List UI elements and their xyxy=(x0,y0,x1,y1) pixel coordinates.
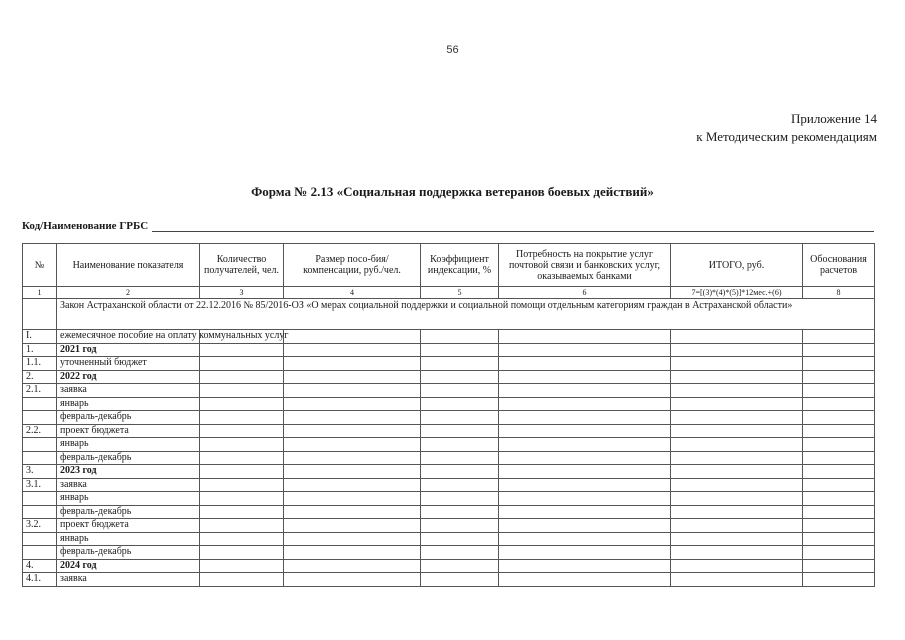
row-indicator-name: февраль-декабрь xyxy=(57,546,200,560)
value-cell[interactable] xyxy=(421,519,499,533)
value-cell[interactable] xyxy=(803,370,875,384)
row-number xyxy=(23,505,57,519)
table-row xyxy=(23,343,875,357)
value-cell[interactable] xyxy=(499,451,671,465)
value-cell[interactable] xyxy=(421,478,499,492)
value-cell[interactable] xyxy=(421,384,499,398)
row-number xyxy=(23,397,57,411)
value-cell[interactable] xyxy=(200,573,284,587)
value-cell[interactable] xyxy=(499,559,671,573)
value-cell[interactable] xyxy=(499,573,671,587)
value-cell[interactable] xyxy=(200,357,284,371)
row-number: I. xyxy=(23,330,57,344)
value-cell[interactable] xyxy=(421,411,499,425)
table-row xyxy=(23,397,875,411)
value-cell[interactable] xyxy=(803,465,875,479)
value-cell[interactable] xyxy=(671,559,803,573)
value-cell[interactable] xyxy=(200,519,284,533)
column-number: 7=[(3)*(4)*(5)]*12мес.+(6) xyxy=(671,287,803,299)
table-row xyxy=(23,532,875,546)
table-row xyxy=(23,411,875,425)
header-benefit-size: Размер посо-бия/компенсации, руб./чел. xyxy=(284,244,421,287)
table-row xyxy=(23,384,875,398)
value-cell[interactable] xyxy=(671,370,803,384)
value-cell[interactable] xyxy=(803,559,875,573)
value-cell[interactable] xyxy=(499,397,671,411)
value-cell[interactable] xyxy=(284,451,421,465)
value-cell[interactable] xyxy=(499,532,671,546)
value-cell[interactable] xyxy=(803,546,875,560)
header-recipients-count: Количество получателей, чел. xyxy=(200,244,284,287)
value-cell[interactable] xyxy=(284,438,421,452)
value-cell[interactable] xyxy=(671,478,803,492)
value-cell[interactable] xyxy=(499,370,671,384)
table-row xyxy=(23,357,875,371)
value-cell[interactable] xyxy=(284,519,421,533)
table-row xyxy=(23,451,875,465)
value-cell[interactable] xyxy=(284,546,421,560)
row-indicator-name: 2023 год xyxy=(57,465,200,479)
header-justification: Обоснования расчетов xyxy=(803,244,875,287)
row-number: 3.2. xyxy=(23,519,57,533)
value-cell[interactable] xyxy=(421,370,499,384)
row-indicator-name: заявка xyxy=(57,384,200,398)
value-cell[interactable] xyxy=(421,532,499,546)
value-cell[interactable] xyxy=(284,478,421,492)
row-indicator-name: 2022 год xyxy=(57,370,200,384)
table-row xyxy=(23,465,875,479)
value-cell[interactable] xyxy=(803,492,875,506)
value-cell[interactable] xyxy=(421,451,499,465)
value-cell[interactable] xyxy=(671,397,803,411)
row-number: 2.2. xyxy=(23,424,57,438)
grbs-label: Код/Наименование ГРБС xyxy=(22,220,149,232)
value-cell[interactable] xyxy=(803,357,875,371)
value-cell[interactable] xyxy=(499,505,671,519)
value-cell[interactable] xyxy=(421,397,499,411)
row-number xyxy=(23,438,57,452)
value-cell[interactable] xyxy=(671,505,803,519)
row-indicator-name: заявка xyxy=(57,478,200,492)
value-cell[interactable] xyxy=(671,573,803,587)
law-reference-row xyxy=(23,299,875,330)
column-number: 8 xyxy=(803,287,875,299)
table-row xyxy=(23,573,875,587)
page-number: 56 xyxy=(446,44,459,56)
value-cell[interactable] xyxy=(284,424,421,438)
row-number xyxy=(23,451,57,465)
value-cell[interactable] xyxy=(200,370,284,384)
row-number: 3.1. xyxy=(23,478,57,492)
value-cell[interactable] xyxy=(284,532,421,546)
table-row xyxy=(23,330,875,344)
value-cell[interactable] xyxy=(499,465,671,479)
header-total: ИТОГО, руб. xyxy=(671,244,803,287)
column-number: 2 xyxy=(57,287,200,299)
row-indicator-name: ежемесячное пособие на оплату коммунальных услуг xyxy=(57,330,200,344)
value-cell[interactable] xyxy=(284,559,421,573)
value-cell[interactable] xyxy=(803,411,875,425)
value-cell[interactable] xyxy=(499,438,671,452)
value-cell[interactable] xyxy=(200,384,284,398)
table-row xyxy=(23,478,875,492)
row-indicator-name: уточненный бюджет xyxy=(57,357,200,371)
table-row xyxy=(23,519,875,533)
value-cell[interactable] xyxy=(499,424,671,438)
row-number xyxy=(23,546,57,560)
row-indicator-name: январь xyxy=(57,438,200,452)
value-cell[interactable] xyxy=(200,546,284,560)
value-cell[interactable] xyxy=(200,478,284,492)
row-number: 2. xyxy=(23,370,57,384)
value-cell[interactable] xyxy=(499,343,671,357)
value-cell[interactable] xyxy=(200,424,284,438)
row-number xyxy=(23,492,57,506)
form-title: Форма № 2.13 «Социальная поддержка ветеранов боевых действий» xyxy=(251,184,654,199)
value-cell[interactable] xyxy=(421,343,499,357)
value-cell[interactable] xyxy=(284,384,421,398)
header-indicator-name: Наименование показателя xyxy=(57,244,200,287)
row-number: 3. xyxy=(23,465,57,479)
row-number xyxy=(23,532,57,546)
value-cell[interactable] xyxy=(499,492,671,506)
table-row xyxy=(23,546,875,560)
value-cell[interactable] xyxy=(421,330,499,344)
column-number: 3 xyxy=(200,287,284,299)
value-cell[interactable] xyxy=(499,330,671,344)
row-number: 4.1. xyxy=(23,573,57,587)
table-row xyxy=(23,505,875,519)
column-number: 5 xyxy=(421,287,499,299)
value-cell[interactable] xyxy=(671,492,803,506)
value-cell[interactable] xyxy=(421,546,499,560)
value-cell[interactable] xyxy=(284,343,421,357)
value-cell[interactable] xyxy=(671,438,803,452)
value-cell[interactable] xyxy=(421,438,499,452)
value-cell[interactable] xyxy=(803,343,875,357)
value-cell[interactable] xyxy=(499,384,671,398)
table-row xyxy=(23,424,875,438)
value-cell[interactable] xyxy=(671,424,803,438)
value-cell[interactable] xyxy=(200,505,284,519)
row-indicator-name: заявка xyxy=(57,573,200,587)
appendix-reference xyxy=(696,110,877,146)
column-number: 4 xyxy=(284,287,421,299)
value-cell[interactable] xyxy=(671,357,803,371)
value-cell[interactable] xyxy=(284,411,421,425)
value-cell[interactable] xyxy=(671,519,803,533)
table-header-row xyxy=(23,244,875,287)
value-cell[interactable] xyxy=(803,384,875,398)
value-cell[interactable] xyxy=(803,519,875,533)
value-cell[interactable] xyxy=(284,397,421,411)
row-indicator-name: февраль-декабрь xyxy=(57,411,200,425)
value-cell[interactable] xyxy=(284,330,421,344)
value-cell[interactable] xyxy=(284,357,421,371)
value-cell[interactable] xyxy=(200,438,284,452)
value-cell[interactable] xyxy=(671,532,803,546)
value-cell[interactable] xyxy=(421,505,499,519)
header-postal-banking-need: Потребность на покрытие услуг почтовой связи и банковских услуг, оказываемых банками xyxy=(499,244,671,287)
value-cell[interactable] xyxy=(421,424,499,438)
value-cell[interactable] xyxy=(284,505,421,519)
law-reference-text: Закон Астраханской области от 22.12.2016 № 85/2016-ОЗ «О мерах социальной поддержки и социальной помощи отдельным категориям граждан в Астраханской области» xyxy=(57,299,875,330)
row-indicator-name: 2021 год xyxy=(57,343,200,357)
value-cell[interactable] xyxy=(499,519,671,533)
value-cell[interactable] xyxy=(803,438,875,452)
row-indicator-name: проект бюджета xyxy=(57,424,200,438)
value-cell[interactable] xyxy=(671,465,803,479)
row-indicator-name: январь xyxy=(57,532,200,546)
table-row xyxy=(23,559,875,573)
row-number xyxy=(23,411,57,425)
table-row xyxy=(23,438,875,452)
value-cell[interactable] xyxy=(671,384,803,398)
appendix-line2: к Методическим рекомендациям xyxy=(696,129,877,144)
grbs-field xyxy=(22,220,874,232)
value-cell[interactable] xyxy=(499,478,671,492)
row-indicator-name: февраль-декабрь xyxy=(57,505,200,519)
value-cell[interactable] xyxy=(671,411,803,425)
row-number: 1.1. xyxy=(23,357,57,371)
value-cell[interactable] xyxy=(200,465,284,479)
value-cell[interactable] xyxy=(200,343,284,357)
column-number: 6 xyxy=(499,287,671,299)
row-indicator-name: январь xyxy=(57,492,200,506)
value-cell[interactable] xyxy=(671,451,803,465)
header-indexation-coefficient: Коэффициент индексации, % xyxy=(421,244,499,287)
indicators-table xyxy=(22,243,875,587)
column-number: 1 xyxy=(23,287,57,299)
column-number-row xyxy=(23,287,875,299)
value-cell[interactable] xyxy=(200,559,284,573)
law-number-cell xyxy=(23,299,57,330)
value-cell[interactable] xyxy=(421,492,499,506)
value-cell[interactable] xyxy=(421,357,499,371)
row-indicator-name: февраль-декабрь xyxy=(57,451,200,465)
value-cell[interactable] xyxy=(421,573,499,587)
value-cell[interactable] xyxy=(284,573,421,587)
value-cell[interactable] xyxy=(499,411,671,425)
value-cell[interactable] xyxy=(499,546,671,560)
value-cell[interactable] xyxy=(284,465,421,479)
value-cell[interactable] xyxy=(671,343,803,357)
row-indicator-name: проект бюджета xyxy=(57,519,200,533)
table-row xyxy=(23,492,875,506)
value-cell[interactable] xyxy=(200,532,284,546)
value-cell[interactable] xyxy=(284,492,421,506)
value-cell[interactable] xyxy=(803,424,875,438)
row-number: 1. xyxy=(23,343,57,357)
value-cell[interactable] xyxy=(284,370,421,384)
value-cell[interactable] xyxy=(803,573,875,587)
value-cell[interactable] xyxy=(803,505,875,519)
value-cell[interactable] xyxy=(499,357,671,371)
row-number: 2.1. xyxy=(23,384,57,398)
value-cell[interactable] xyxy=(671,546,803,560)
value-cell[interactable] xyxy=(803,330,875,344)
row-indicator-name: январь xyxy=(57,397,200,411)
value-cell[interactable] xyxy=(671,330,803,344)
row-number: 4. xyxy=(23,559,57,573)
value-cell[interactable] xyxy=(803,397,875,411)
value-cell[interactable] xyxy=(200,411,284,425)
value-cell[interactable] xyxy=(421,465,499,479)
value-cell[interactable] xyxy=(421,559,499,573)
appendix-line1: Приложение 14 xyxy=(790,111,877,126)
value-cell[interactable] xyxy=(200,397,284,411)
value-cell[interactable] xyxy=(803,451,875,465)
value-cell[interactable] xyxy=(200,492,284,506)
value-cell[interactable] xyxy=(803,478,875,492)
header-number: № xyxy=(23,244,57,287)
value-cell[interactable] xyxy=(803,532,875,546)
value-cell[interactable] xyxy=(200,451,284,465)
grbs-input-line[interactable] xyxy=(152,221,874,232)
table-row xyxy=(23,370,875,384)
row-indicator-name: 2024 год xyxy=(57,559,200,573)
